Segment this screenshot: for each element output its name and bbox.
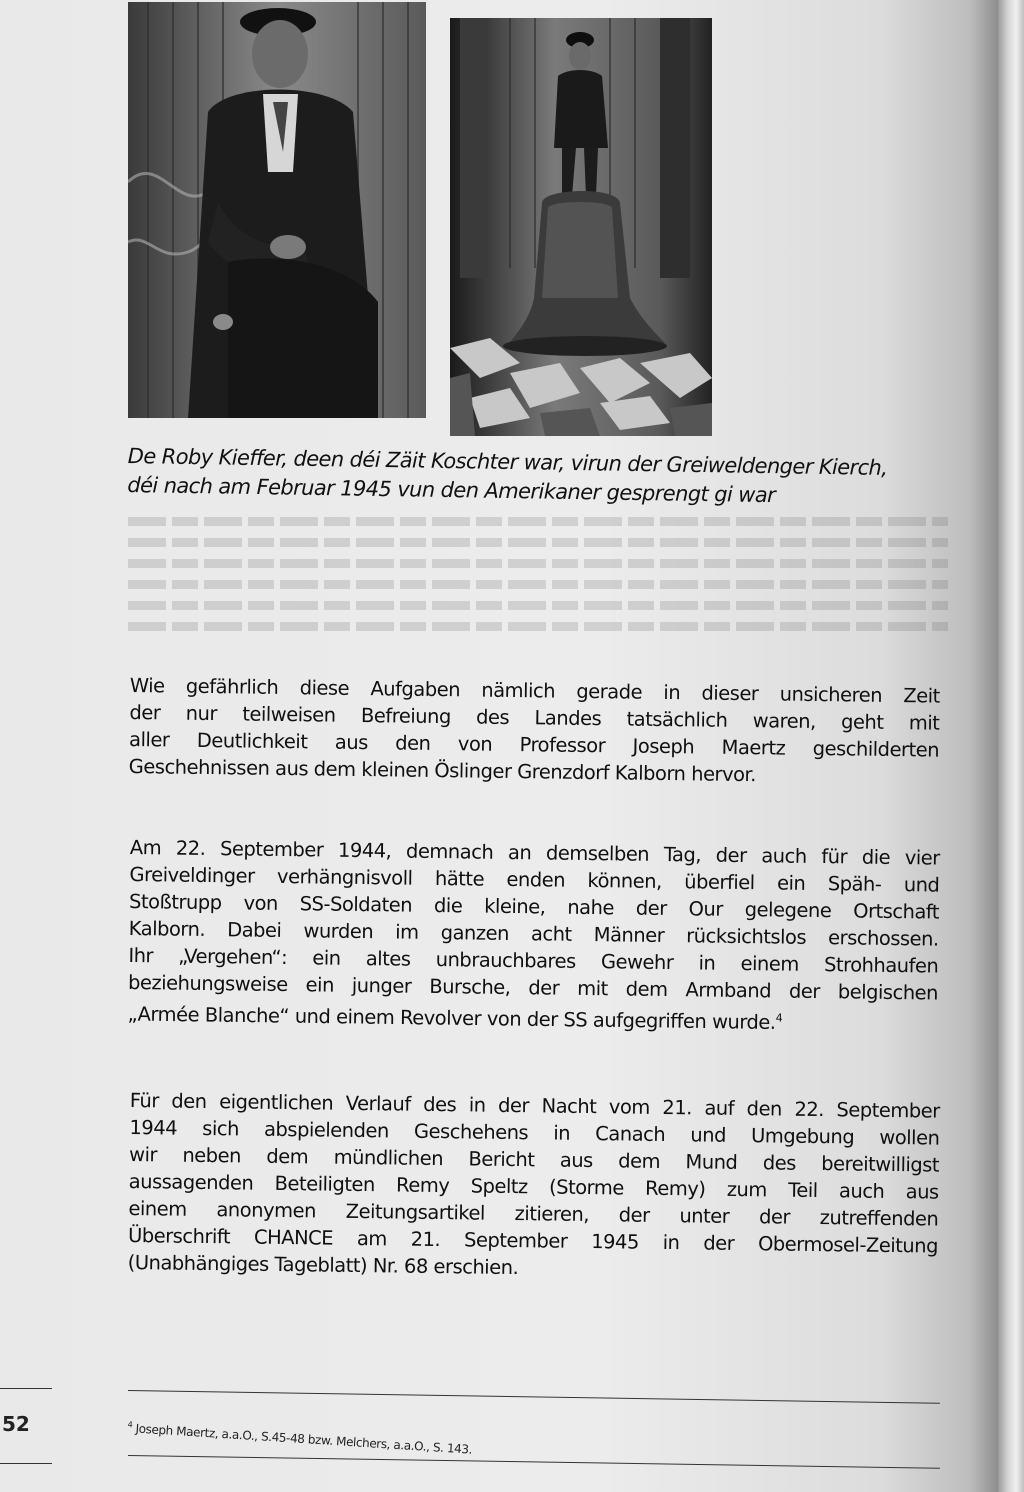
text-line-content: „Armée Blanche“ und einem Revolver von der SS aufgegriffen wurde. [127,1002,776,1034]
text-line: Für den eigentlichen Verlauf des in der Nacht vom 21. auf den 22. September [129,1088,940,1123]
footnote-text: Joseph Maertz, a.a.O., S.45-48 bzw. Melchers, a.a.O., S. 143. [135,1421,473,1457]
text-line: Kalborn. Dabei wurden im ganzen acht Männer rücksichtslos erschossen. [128,916,939,951]
bell-ruins-photo-icon [450,18,712,436]
text-line: Ihr „Vergehen“: ein altes unbrauchbares Gewehr in einem Strohhaufen [128,943,939,978]
footer-rule-left-top [0,1388,52,1389]
text-line: wir neben dem mündlichen Bericht aus dem Mund des bereitwilligst [128,1142,940,1177]
text-line: einem anonymen Zeitungsartikel zitieren, der unter der zutreffenden [128,1196,939,1231]
footnote-reference: 4 [775,1011,783,1025]
footer-rule-left-bottom [0,1463,52,1464]
photo-church-bell-ruins [450,18,712,436]
text-line: Geschehnissen aus dem kleinen Öslinger Grenzdorf Kalborn hervor. [128,754,757,787]
portrait-photo-icon [128,2,426,418]
page-number: 52 [2,1412,30,1436]
text-line: beziehungsweise ein junger Bursche, der mit dem Armband der belgischen [127,970,939,1005]
footnote-rule-bottom [128,1455,940,1469]
caption-line: De Roby Kieffer, deen déi Zäit Koschter war, virun der Greiweldenger Kierch, [127,443,888,480]
page-curl-edge [998,0,1024,1492]
text-line: aller Deutlichkeit aus den von Professor Joseph Maertz geschilderten [128,727,940,762]
text-line: aussagenden Beteiligten Remy Speltz (Storme Remy) zum Teil auch aus [128,1169,939,1204]
text-line: Greiveldinger verhängnisvoll hätte enden können, überfiel ein Späh- und [129,862,940,897]
text-line: Wie gefährlich diese Aufgaben nämlich gerade in dieser unsicheren Zeit [129,673,940,708]
show-through-text [128,505,948,685]
text-line: (Unabhängiges Tageblatt) Nr. 68 erschien. [127,1250,519,1280]
footnote-rule-top [128,1390,940,1404]
photo-caption [127,442,968,513]
text-line: 1944 sich abspielenden Geschehens in Canach und Umgebung wollen [129,1115,940,1150]
footnote-number: 4 [127,1420,133,1430]
photo-roby-kieffer-portrait [128,2,426,418]
text-line: Am 22. September 1944, demnach an demselben Tag, der auch für die vier [129,835,940,870]
caption-line: déi nach am Februar 1945 vun den Amerikaner gesprengt gi war [127,472,776,508]
paragraph-2 [127,834,939,1038]
footnote [127,1420,472,1457]
paragraph-1 [129,672,940,791]
text-line: Stoßtrupp von SS-Soldaten die kleine, nahe der Our gelegene Ortschaft [128,889,940,924]
text-line: Überschrift CHANCE am 21. September 1945 in der Obermosel-Zeitung [127,1223,939,1258]
text-line: der nur teilweisen Befreiung des Landes tatsächlich waren, geht mit [129,700,940,735]
paragraph-3 [128,1087,940,1287]
